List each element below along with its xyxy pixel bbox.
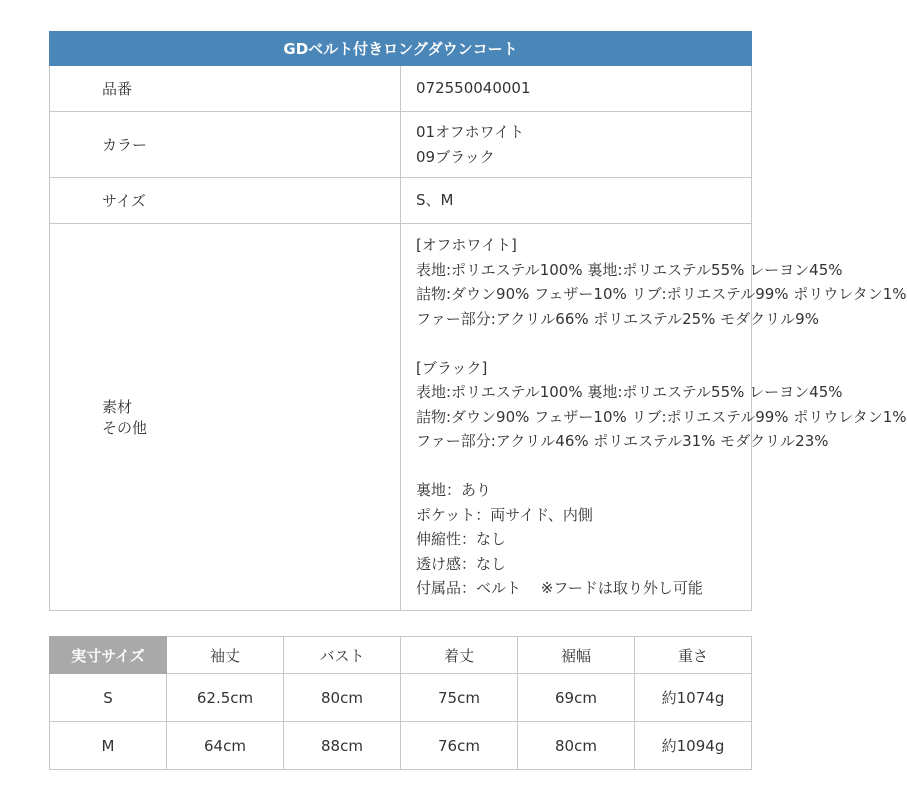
other-line: 透け感：なし [416, 554, 507, 573]
size-header-cell: 裾幅 [518, 637, 635, 674]
material-label-line: その他 [102, 419, 148, 437]
size-cell: M [50, 722, 167, 770]
size-value: S、M [401, 178, 752, 224]
product-spec-table [49, 31, 907, 611]
material-line: 詰物:ダウン90% フェザー10% リブ:ポリエステル99% ポリウレタン1% [416, 285, 907, 304]
color-label: カラー [50, 112, 401, 178]
material-label [50, 224, 401, 611]
size-cell: 約1074g [635, 674, 752, 722]
size-cell: S [50, 674, 167, 722]
material-line: 詰物:ダウン90% フェザー10% リブ:ポリエステル99% ポリウレタン1% [416, 407, 907, 426]
size-label: サイズ [50, 178, 401, 224]
size-cell: 約1094g [635, 722, 752, 770]
material-line: ファー部分:アクリル66% ポリエステル25% モダクリル9% [416, 309, 819, 328]
material-line: ファー部分:アクリル46% ポリエステル31% モダクリル23% [416, 432, 829, 451]
color-value: 01オフホワイト [416, 123, 525, 141]
material-line: [ブラック] [416, 358, 488, 377]
color-values [401, 112, 752, 178]
material-line: 表地:ポリエステル100% 裏地:ポリエステル55% レーヨン45% [416, 383, 843, 402]
other-line: 付属品：ベルト ※フードは取り外し可能 [416, 579, 703, 598]
size-table-header [50, 637, 752, 674]
size-table [49, 636, 752, 770]
size-cell: 75cm [401, 674, 518, 722]
size-header-cell: 袖丈 [167, 637, 284, 674]
material-label-line: 素材 [102, 398, 133, 416]
color-value: 09ブラック [416, 147, 495, 166]
product-title: GDベルト付きロングダウンコート [50, 32, 752, 66]
size-header-cell: バスト [284, 637, 401, 674]
other-line: ポケット：両サイド、内側 [416, 505, 593, 524]
spacer [416, 454, 751, 479]
spacer [416, 331, 751, 356]
size-cell: 80cm [284, 674, 401, 722]
size-header-cell: 重さ [635, 637, 752, 674]
material-line: 表地:ポリエステル100% 裏地:ポリエステル55% レーヨン45% [416, 260, 843, 279]
size-cell: 64cm [167, 722, 284, 770]
table-row [50, 722, 752, 770]
material-line: [オフホワイト] [416, 236, 517, 255]
product-no-label: 品番 [50, 66, 401, 112]
other-line: 伸縮性：なし [416, 530, 507, 549]
size-cell: 69cm [518, 674, 635, 722]
size-header-cell: 着丈 [401, 637, 518, 674]
other-line: 裏地：あり [416, 481, 492, 500]
size-cell: 62.5cm [167, 674, 284, 722]
product-no-value: 072550040001 [401, 66, 752, 112]
size-cell: 76cm [401, 722, 518, 770]
material-details [401, 224, 907, 611]
size-cell: 88cm [284, 722, 401, 770]
size-header-cell: 実寸サイズ [50, 637, 167, 674]
size-cell: 80cm [518, 722, 635, 770]
table-row [50, 674, 752, 722]
